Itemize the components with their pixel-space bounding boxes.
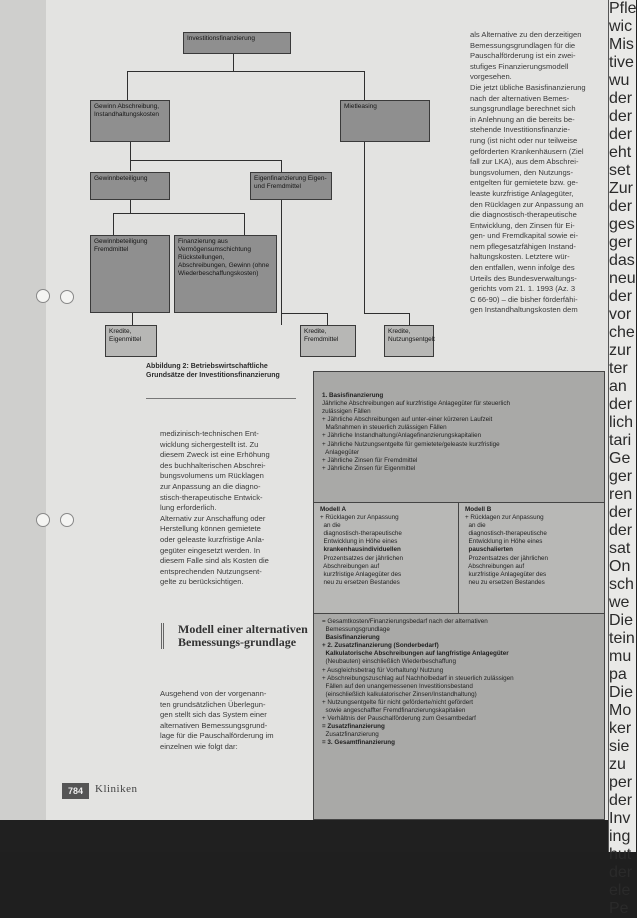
text-line: leaste kurzfristige Anlagegüter, [470, 188, 574, 198]
panel-line: neu zu ersetzen Bestandes [320, 578, 400, 586]
next-page-fragment: der [609, 288, 633, 305]
text-line: einzelnen wie folgt dar: [160, 741, 238, 751]
panel-line: Prozentsatzes der jährlichen [320, 554, 403, 562]
next-page-fragment: neu [609, 270, 636, 287]
text-line: gen- und Fremdkapital sowie ei- [470, 231, 579, 241]
text-line: gen stellt sich das System einer [160, 710, 267, 720]
next-page-fragment: zur [609, 342, 632, 359]
page-number: 784 [62, 783, 89, 799]
panel-line: = Gesamtkosten/Finanzierungsbedarf nach der alternativen [322, 618, 488, 625]
panel-line: + Verhältnis der Pauschalförderung zum Gesamtbedarf [322, 715, 476, 723]
punch-hole [60, 513, 74, 527]
model-a-title: Modell A [320, 506, 347, 513]
model-a [314, 503, 459, 613]
next-page-fragment: tein [609, 630, 635, 647]
text-line: C 66-90) – die bisher förderfähi- [470, 294, 578, 304]
text-line: bungsvolumen, den Nutzungs- [470, 167, 574, 177]
panel-line: = Zusatzfinanzierung [322, 723, 385, 731]
basis-section [314, 390, 604, 498]
next-page-fragment: der [609, 864, 633, 881]
panel-line: + Nutzungsentgelte für nicht geförderte/nicht gefördert [322, 698, 474, 706]
text-line: sungsgrundlage berechnet sich [470, 104, 576, 114]
next-page-fragment: ele [609, 882, 631, 899]
left-text-column-2 [160, 689, 300, 753]
text-line: den Rücklagen zur Anpassung an [470, 199, 584, 209]
punch-hole [36, 289, 50, 303]
next-page-fragment: vor [609, 306, 632, 323]
running-head: Kliniken [95, 783, 138, 795]
next-page-fragment: der [609, 198, 633, 215]
panel-line: krankenhausindividuellen [320, 546, 401, 554]
next-page-fragment: ing [609, 828, 631, 845]
next-page-fragment: Die [609, 612, 634, 629]
zusatz-section [314, 616, 604, 816]
text-line: fall zur LKA), aus dem Abschrei- [470, 157, 579, 167]
next-page-fragment: der [609, 504, 633, 521]
text-line: in Anlehnung an die bereits be- [470, 114, 575, 124]
node-kredite-eigenmittel: Kredite, Eigenmittel [105, 325, 157, 357]
panel-line: + Jährliche Instandhaltung/Anlagefinanzierungskapitalien [322, 432, 482, 440]
panel-line: an die [320, 522, 341, 530]
text-line: diesem Zweck ist eine Erhöhung [160, 450, 270, 460]
next-page-edge [608, 0, 637, 917]
panel-line: Entwicklung in Höhe eines [465, 538, 543, 546]
panel-line: Zusatzfinanzierung [322, 731, 379, 739]
panel-line: + Abschreibungszuschlag auf Nachholbedarf in steuerlich zulässigen [322, 674, 514, 682]
text-line: rung (ist nicht oder nur teilweise [470, 135, 578, 145]
next-page-fragment: we [609, 594, 630, 611]
text-line: nem pflegesatzfähigen Instand- [470, 241, 576, 251]
left-page-edge [0, 0, 46, 820]
next-page-fragment: Inv [609, 810, 631, 827]
panel-line: + Rücklagen zur Anpassung [320, 514, 399, 522]
panel-line: + Jährliche Abschreibungen auf unter-einer kürzeren Laufzeit [322, 416, 493, 424]
section-heading: Modell einer alternativen Bemessungs-grundlage [161, 623, 318, 649]
next-page-fragment: Mo [609, 702, 632, 719]
node-eigenfinanzierung: Eigenfinanzierung Eigen- und Fremdmittel [250, 172, 332, 200]
next-page-fragment: an [609, 378, 627, 395]
panel-line: (Neubauten) einschließlich Wiederbeschaffung [322, 658, 456, 666]
panel-line: Basisfinanzierung [322, 634, 380, 642]
text-line: Ausgehend von der vorgenann- [160, 689, 267, 698]
node-kredite-fremdmittel: Kredite, Fremdmittel [300, 325, 356, 357]
node-vermoegensumschichtung: Finanzierung aus Vermögensumschichtung Rückstellungen, Abschreibungen, Gewinn (ohne Wiederbeschaffungskosten) [174, 235, 277, 313]
caption-divider [146, 398, 296, 399]
figure-caption: Abbildung 2: Betriebswirtschaftliche Grundsätze der Investitionsfinanzierung [146, 363, 280, 379]
zusatz-lines [322, 618, 596, 748]
panel-line: diagnostisch-therapeutische [465, 530, 547, 538]
text-line: Entwicklung, den Zinsen für Ei- [470, 220, 575, 230]
punch-hole [60, 290, 74, 304]
text-line: bungsvolumens um Rücklagen [160, 471, 264, 481]
text-line: diesem Falle sind als Kosten die [160, 556, 269, 566]
next-page-fragment: Mis [609, 36, 634, 53]
next-page-fragment: der [609, 108, 633, 125]
model-b [459, 503, 604, 613]
panel-line: zulässigen Fällen [322, 408, 371, 416]
next-page-fragment: ker [609, 720, 632, 737]
next-page-fragment: eht [609, 144, 632, 161]
panel-line: = 3. Gesamtfinanzierung [322, 739, 395, 747]
text-line: stehende Investitionsfinanzie- [470, 125, 571, 135]
panel-line: Bemessungsgrundlage [322, 626, 390, 634]
panel-line: Prozentsatzes der jährlichen [465, 554, 548, 562]
next-page-fragment: Pe [609, 900, 629, 917]
panel-line: + 2. Zusatzfinanzierung (Sonderbedarf) [322, 642, 439, 650]
next-page-fragment: sch [609, 576, 634, 593]
text-line: Alternativ zur Anschaffung oder [160, 513, 266, 523]
next-page-fragment: ges [609, 216, 635, 233]
basis-lines [322, 400, 596, 473]
calculation-panel [313, 371, 605, 820]
panel-line: an die [465, 522, 486, 530]
next-page-fragment: der [609, 792, 633, 809]
text-line: nach der alternativen Bemes- [470, 93, 570, 103]
text-line: gelte zu berücksichtigen. [160, 577, 244, 587]
next-page-fragment: Pfle [609, 0, 637, 17]
next-page-fragment: pa [609, 666, 627, 683]
next-page-fragment: wic [609, 18, 633, 35]
next-page-fragment: hut [609, 846, 632, 863]
model-comparison [314, 502, 604, 614]
node-left-level1: Gewinn Abschreibung, Instandhaltungskosten [90, 100, 170, 142]
next-page-fragment: sie [609, 738, 630, 755]
next-page-fragment: On [609, 558, 631, 575]
basis-title: 1. Basisfinanzierung [322, 392, 384, 399]
text-line: geförderten Krankenhäusern (Ziel [470, 146, 584, 156]
next-page-fragment: Ge [609, 450, 631, 467]
panel-line: Abschreibungen auf [465, 562, 525, 570]
panel-line: pauschalierten [465, 546, 513, 554]
next-page-fragment: ter [609, 360, 628, 377]
text-line: gegüter eingesetzt werden. In [160, 545, 261, 555]
text-line: stisch-therapeutische Entwick- [160, 492, 263, 502]
next-page-fragment: mu [609, 648, 632, 665]
next-page-fragment: ger [609, 468, 633, 485]
panel-line: (einschließlich kalkulatorischer Zinsen/Instandhaltung) [322, 690, 477, 698]
right-text-column [470, 30, 600, 316]
text-line: Bemessungsgrundlagen für die [470, 40, 576, 50]
panel-line: neu zu ersetzen Bestandes [465, 578, 545, 586]
next-page-fragment: Die [609, 684, 634, 701]
node-gewinnbeteiligung: Gewinnbeteiligung [90, 172, 170, 200]
text-line: Urteils des Bundesverwaltungs- [470, 273, 577, 283]
panel-line: + Rücklagen zur Anpassung [465, 514, 544, 522]
left-text-column [160, 429, 300, 588]
panel-line: Entwicklung in Höhe eines [320, 538, 398, 546]
next-page-fragment: wu [609, 72, 630, 89]
panel-line: + Ausgleichsbetrag für Vorhaltung/ Nutzung [322, 666, 444, 674]
next-page-fragment: tari [609, 432, 632, 449]
text-line: Herstellung können gemietete [160, 524, 261, 534]
model-b-lines [465, 514, 598, 587]
node-fremdmittel: Gewinnbeteiligung Fremdmittel [90, 235, 170, 313]
panel-line: Anlagegüter [322, 448, 360, 456]
text-line: Die jetzt übliche Basisfinanzierung [470, 82, 586, 92]
text-line: den entfallen, wenn infolge des [470, 263, 575, 273]
text-line: zur Anpassung an die diagno- [160, 481, 261, 491]
panel-line: kurzfristige Anlagegüter des [465, 570, 547, 578]
next-page-fragment: ren [609, 486, 633, 503]
node-mietleasing: Mietleasing [340, 100, 430, 142]
text-line: vorgesehen. [470, 72, 512, 82]
panel-line: + Jährliche Nutzungsentgelte für gemietete/geleaste kurzfristige [322, 440, 500, 448]
model-a-lines [320, 514, 452, 587]
punch-hole [36, 513, 50, 527]
next-page-fragment: Zur [609, 180, 633, 197]
text-line: alternativen Bemessungsgrund- [160, 720, 268, 730]
text-line: wicklung sichergestellt ist. Zu [160, 439, 259, 449]
text-line: entsprechenden Nutzungsent- [160, 566, 262, 576]
next-page-fragment: che [609, 324, 635, 341]
next-page-fragment: das [609, 252, 635, 269]
scanner-border [0, 820, 608, 852]
text-line: oder geleaste kurzfristige Anla- [160, 534, 265, 544]
next-page-fragment: tive [609, 54, 634, 71]
text-line: die diagnostisch-therapeutische [470, 210, 577, 220]
panel-line: Jährliche Abschreibungen auf kurzfristige Anlagegüter für steuerlich [322, 400, 510, 408]
node-investitionsfinanzierung: Investitionsfinanzierung [183, 32, 291, 54]
next-page-fragment: lich [609, 414, 634, 431]
next-page-fragment: per [609, 774, 633, 791]
next-page-fragment: der [609, 90, 633, 107]
panel-line: sowie angeschaffter Fremdfinanzierungskapitalien [322, 707, 466, 715]
panel-line: Fällen auf den unangemessenen Investitionsbestand [322, 682, 473, 690]
next-page-fragment: zu [609, 756, 626, 773]
text-line: lage für die Pauschalförderung im [160, 731, 274, 741]
panel-line: Abschreibungen auf [320, 562, 380, 570]
panel-line: + Jährliche Zinsen für Fremdmittel [322, 456, 418, 464]
node-kredite-nutzungsentgelt: Kredite, Nutzungsentgelt [384, 325, 434, 357]
text-line: des buchhalterischen Abschrei- [160, 460, 266, 470]
panel-line: diagnostisch-therapeutische [320, 530, 402, 538]
text-line: gerichts vom 21. 1. 1993 (Az. 3 [470, 284, 576, 294]
next-page-fragment: der [609, 126, 633, 143]
model-b-title: Modell B [465, 506, 492, 513]
text-line: gen Instandhaltungskosten dem [470, 305, 578, 315]
panel-line: + Jährliche Zinsen für Eigenmittel [322, 464, 416, 472]
panel-line: Kalkulatorische Abschreibungen auf langfristige Anlagegüter [322, 650, 509, 658]
panel-line: Maßnahmen in steuerlich zulässigen Fällen [322, 424, 447, 432]
next-page-fragment: set [609, 162, 631, 179]
text-line: entgelten für gemietete bzw. ge- [470, 178, 579, 188]
panel-line: kurzfristige Anlagegüter des [320, 570, 402, 578]
next-page-fragment: der [609, 522, 633, 539]
text-line: ten grundsätzlichen Überlegun- [160, 699, 266, 709]
text-line: medizinisch-technischen Ent- [160, 429, 259, 438]
next-page-fragment: sat [609, 540, 631, 557]
text-line: lung erforderlich. [160, 503, 217, 513]
text-line: haltungskosten. Letztere wür- [470, 252, 570, 262]
text-line: Pauschalförderung ist ein zwei- [470, 51, 576, 61]
text-line: als Alternative zu den derzeitigen [470, 30, 582, 39]
next-page-fragment: der [609, 396, 633, 413]
text-line: stufiges Finanzierungsmodell [470, 61, 569, 71]
next-page-fragment: ger [609, 234, 633, 251]
